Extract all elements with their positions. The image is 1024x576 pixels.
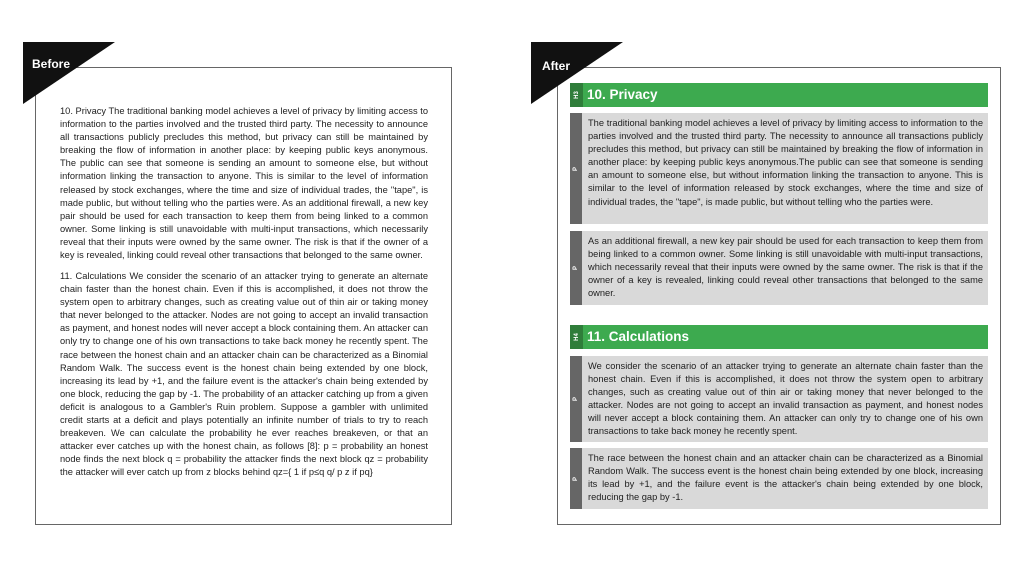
heading-title: 10. Privacy: [587, 87, 658, 102]
after-label: After: [542, 59, 571, 73]
heading-calculations: [570, 325, 988, 349]
before-corner-badge: [23, 42, 115, 104]
before-paragraph-privacy: 10. Privacy The traditional banking model achieves a level of privacy by limiting access to information to the parties involved and the trusted third party. The necessity to announce all transactions publicly precludes this method, but privacy can still be maintained by breaking the flow of information in another place: by keeping public keys anonymous. The public can see that someone is sending an amount to someone else, but without information linking the transaction to anyone. This is similar to the level of information released by stock exchanges, where the time and size of individual trades, the "tape", is made public, but without telling who the parties were. As an additional firewall, a new key pair should be used for each transaction to keep them from being linked to a common owner. Some linking is still unavoidable with multi-input transactions, which necessarily reveal that their inputs were owned by the same owner. The risk is that if the owner of a key is revealed, linking could reveal other transactions that belonged to the same owner.: [60, 106, 428, 261]
paragraph-tag-label: P: [573, 166, 579, 171]
heading-tag-label: H3: [573, 91, 580, 99]
paragraph-block: [570, 448, 988, 509]
heading-privacy: [570, 83, 988, 107]
paragraph-tag-label: P: [573, 476, 579, 481]
paragraph-tag: [570, 113, 582, 224]
paragraph-block: [570, 231, 988, 305]
after-corner-badge: [531, 42, 623, 104]
heading-title: 11. Calculations: [587, 329, 690, 344]
before-label: Before: [32, 57, 71, 71]
paragraph-block: [570, 356, 988, 442]
before-panel: [35, 67, 452, 525]
paragraph-text: The traditional banking model achieves a level of privacy by limiting access to information to the parties involved and the trusted third party. The necessity to announce all transactions publicly precludes this method, but privacy can still be maintained by breaking the flow of information in another place: by keeping public keys anonymous.The public can see that someone is sending an amount to someone else, but without information linking the transaction to anyone. This is similar to the level of information released by stock exchanges, where the time and size of individual trades, the "tape", is made public, but without telling who the parties were.: [588, 118, 983, 207]
heading-tag-label: H4: [573, 333, 580, 341]
paragraph-block: [570, 113, 988, 224]
paragraph-tag: [570, 448, 582, 509]
heading-tag: [570, 325, 583, 349]
paragraph-text: We consider the scenario of an attacker trying to generate an alternate chain faster than the honest chain. Even if this is accomplished, it does not throw the system open to arbitrary changes, such as creating value out of thin air or taking money that never belonged to the attacker. Nodes are not going to accept an invalid transaction as payment, and honest nodes will never accept a block containing them. An attacker can only try to change one of his own transactions to take back money he recently spent.: [588, 361, 983, 437]
paragraph-text: As an additional firewall, a new key pair should be used for each transaction to keep them from being linked to a common owner. Some linking is still unavoidable with multi-input transactions, which necessarily reveal that their inputs were owned by the same owner. The risk is that if the owner of a key is revealed, linking could reveal other transactions that belonged to the same owner.: [588, 236, 983, 299]
paragraph-text: The race between the honest chain and an attacker chain can be characterized as a Binomial Random Walk. The success event is the honest chain being extended by one block, increasing its lead by +1, and the failure event is the attacker's chain being extended by one block, reducing the gap by -1.: [588, 453, 983, 503]
after-panel: [557, 67, 1001, 525]
paragraph-tag: [570, 231, 582, 305]
before-paragraph-calculations: 11. Calculations We consider the scenario of an attacker trying to generate an alternate chain faster than the honest chain. Even if this is accomplished, it does not throw the system open to arbitrary changes, such as creating value out of thin air or taking money that never belonged to the attacker. Nodes are not going to accept an invalid transaction as payment, and honest nodes will never accept a block containing them. An attacker can only try to change one of his own transactions to take back money he recently spent. The race between the honest chain and an attacker chain can be characterized as a Binomial Random Walk. The success event is the honest chain being extended by one block, increasing its lead by +1, and the failure event is the attacker's chain being extended by one block, reducing the gap by -1. The probability of an attacker catching up from a given deficit is analogous to a Gambler's Ruin problem. Suppose a gambler with unlimited credit starts at a deficit and plays potentially an infinite number of trials to try to reach breakeven. We can calculate the probability he ever reaches breakeven, or that an attacker ever catches up with the honest chain, as follows [8]: p = probability an honest node finds the next block q = probability the attacker finds the next block qz = probability the attacker will ever catch up from z blocks behind qz={ 1 if p≤q q/ p z if pq}: [60, 271, 428, 478]
paragraph-tag: [570, 356, 582, 442]
paragraph-tag-label: P: [573, 265, 579, 271]
paragraph-tag-label: P: [573, 396, 579, 402]
